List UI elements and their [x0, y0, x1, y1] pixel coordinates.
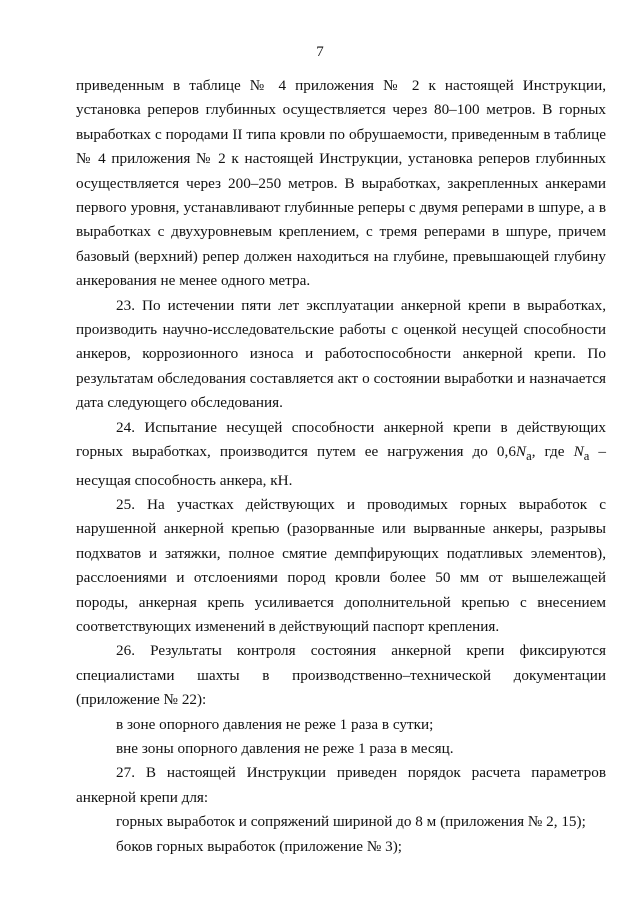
- list-item: в зоне опорного давления не реже 1 раза в сутки;: [116, 715, 434, 733]
- load-symbol-2-subscript: а: [583, 449, 590, 464]
- list-item: вне зоны опорного давления не реже 1 раза в месяц.: [116, 740, 454, 757]
- page-number: 7: [316, 44, 324, 60]
- paragraph-23: 23. По истечении пяти лет эксплуатации анкерной крепи в выработках, производить научно-исследовательские работы с оценкой несущей способности анкеров, коррозионного износа и работоспособности анкерной крепи. По результатам обследования составляется акт о состоянии выработки и назначается дата следующего обследования.: [76, 296, 606, 412]
- paragraph-27: 27. В настоящей Инструкции приведен порядок расчета параметров анкерной крепи для:: [76, 764, 606, 806]
- paragraph-24: [76, 416, 606, 493]
- paragraph-continuation: приведенным в таблице № 4 приложения № 2 к настоящей Инструкции, установка реперов глубинных осуществляется через 80–100 метров. В горных выработках с породами II типа кровли по обрушаемости, приведенным в таблице № 4 приложения № 2 к настоящей Инструкции, установка реперов глубинных осуществляется через 200–250 метров. В выработках, закрепленных анкерами первого уровня, устанавливают глубинные реперы с двумя реперами в шпуре, а в выработках с двухуровневым креплением, с тремя реперами в шпуре, причем базовый (верхний) репер должен находиться на глубине, превышающей глубину анкерования не менее одного метра.: [76, 77, 606, 290]
- paragraph-25: 25. На участках действующих и проводимых горных выработок с нарушенной анкерной крепью (разорванные или вырванные анкеры, разрывы подхватов и затяжки, полное смятие демпфирующих податливых элементов), расслоениями и отслоениями пород кровли более 50 мм от вышележащей породы, анкерная крепь усиливается дополнительной крепью с внесением соответствующих изменений в действующий паспорт крепления.: [76, 495, 606, 635]
- load-symbol-subscript: а: [526, 449, 532, 464]
- paragraph-24-middle: , где: [531, 443, 574, 461]
- document-body: [76, 74, 606, 859]
- paragraph-24-end: – несущая способность анкера, кН.: [76, 443, 606, 489]
- load-symbol-2: N: [573, 443, 584, 461]
- paragraph-26: 26. Результаты контроля состояния анкерной крепи фиксируются специалистами шахты в производственно–технической документации (приложение № 22):: [76, 642, 606, 709]
- list-item: горных выработок и сопряжений шириной до 8 м (приложения № 2, 15);: [116, 813, 586, 831]
- paragraph-24-text: 24. Испытание несущей способности анкерной крепи в действующих горных выработках, производится путем ее нагружения до 0,6: [76, 418, 606, 461]
- list-item: боков горных выработок (приложение № 3);: [116, 837, 402, 855]
- load-symbol: N: [515, 443, 527, 461]
